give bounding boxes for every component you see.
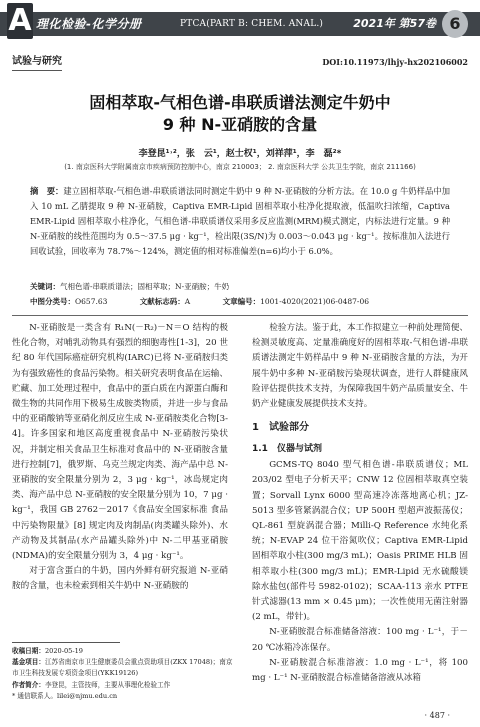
keywords xyxy=(30,281,450,293)
footnote-rule xyxy=(12,642,120,643)
year-volume: 2021年 第57卷 xyxy=(353,17,436,30)
issue-number: 6 xyxy=(442,10,468,38)
footnote xyxy=(12,646,234,702)
journal-logo-letter: A xyxy=(8,3,32,38)
classification-line xyxy=(30,296,450,308)
keywords-text: 气相色谱-串联质谱法；固相萃取；N-亚硝胺；牛奶 xyxy=(60,282,230,291)
abstract xyxy=(30,184,450,259)
author-list: 李登昆¹˒²，张 云¹，赵士权¹，刘祥萍¹，李 磊²* xyxy=(138,149,342,159)
affiliation: (1. 南京医科大学附属南京市疾病预防控制中心，南京 210003； 2. 南京医科大学 公共卫生学院，南京 211166) xyxy=(64,163,416,171)
abstract-text: 建立固相萃取-气相色谱-串联质谱法同时测定牛奶中 9 种 N-亚硝胺的分析方法。在 10.0 g 牛奶样品中加入 10 mL 乙腈提取 9 种 N-亚硝胺，Captiva EMR-Lipid 固相萃取小柱净化提取液，低温吹扫浓缩，Captiva EMR-Lipid 固相萃取小柱净化，气相色谱-串联质谱仪采用多反应监测(MRM)模式测定，内标法进行定量。9 种 N-亚硝胺的线性范围均为 0.5～37.5 μg · kg⁻¹，检出限(3S/N)为 0.003～0.043 μg · kg⁻¹。按标准加入法进行回收试验，回收率为 78.7%～124%，测定值的相对标准偏差(n=6)均小于 6.0%。 xyxy=(30,186,450,256)
page-number: · 487 · xyxy=(424,711,450,720)
keywords-label: 关键词： xyxy=(30,282,60,291)
author-bio: 作者简介：李登昆，主管技师，主要从事理化检验工作 xyxy=(12,680,171,689)
stock-solution-paragraph: N-亚硝胺混合标准储备溶液：100 mg · L⁻¹，于－20 ℃冰箱冷冻保存。 xyxy=(252,627,468,653)
clc-number: 中图分类号：O657.63 xyxy=(30,297,108,306)
corresponding-author: * 通信联系人。lilei@njmu.edu.cn xyxy=(12,691,118,700)
fund-project: 基金项目：江苏省南京市卫生健康委员会重点资助项目(ZKX 17048)；南京市卫生科技发展专项资金项目(YKK19126) xyxy=(12,658,233,678)
right-column xyxy=(252,321,468,686)
journal-name: 理化检验-化学分册 xyxy=(36,17,142,31)
abstract-label: 摘 要： xyxy=(30,186,64,196)
intro-paragraph-3: 检验方法。鉴于此，本工作拟建立一种前处理简便、检测灵敏度高、定量准确度好的固相萃取-气相色谱-串联质谱法测定牛奶样品中 9 种 N-亚硝胺含量的方法，为开展牛奶中多种 N-亚硝胺污染现状调查，进行人群健康风险评估提供技术支持，为保障我国牛奶产品质量安全、牛奶产业健康发展提供技术支持。 xyxy=(252,323,468,410)
intro-paragraph-1: N-亚硝胺是一类含有 R₁N(－R₂)－N＝O 结构的极性化合物，对哺乳动物具有强烈的细胞毒性[1-3]，20 世纪 80 年代国际癌症研究机构(IARC)已将 N-亚硝胺归类为有强致癌性的食品污染物。相关研究表明食品在运输、贮藏、加工处理过程中，食品中的蛋白质在内源蛋白酶和微生物的共同作用下极易生成胺类物质，并进一步与食品中的亚硝酸钠等亚硝化剂反应生成 N-亚硝胺类化合物[3-4]。许多国家和地区高度重视食品中 N-亚硝胺污染状况，并制定相关食品卫生标准对食品中的 N-亚硝胺含量进行控制[7]，俄罗斯、乌克兰规定肉类、海产品中总 N-亚硝胺的安全限量分别为 2，3 μg · kg⁻¹，冰岛规定肉类、海产品中总 N-亚硝胺的安全限量分别为 10，7 μg · kg⁻¹，我国 GB 2762－2017《食品安全国家标准 食品中污染物限量》[8] 规定肉及肉制品(肉类罐头除外)、水产动物及其制品(水产品罐头除外)中 N-二甲基亚硝胺(NDMA)的安全限量分别为 3，4 μg · kg⁻¹。 xyxy=(12,323,228,562)
journal-english-name: PTCA(PART B: CHEM. ANAL.) xyxy=(180,19,324,29)
subsection-heading-instruments: 1.1 仪器与试剂 xyxy=(252,444,322,455)
title-line-1: 固相萃取-气相色谱-串联质谱法测定牛奶中 xyxy=(89,93,391,112)
article-number: 文章编号：1001-4020(2021)06-0487-06 xyxy=(222,297,369,306)
mixed-standard-paragraph: N-亚硝胺混合标准溶液：1.0 mg · L⁻¹，将 100 mg · L⁻¹ N-亚硝胺混合标准储备溶液从冰箱 xyxy=(252,657,468,684)
intro-paragraph-2: 对于富含蛋白的牛奶，国内外鲜有研究报道 N-亚硝胺的含量，也未检索到相关牛奶中 N-亚硝胺的 xyxy=(12,566,228,592)
paper-title xyxy=(20,92,460,136)
divider-rule xyxy=(12,315,468,316)
received-date: 收稿日期：2020-05-19 xyxy=(12,647,83,655)
instruments-paragraph: GCMS-TQ 8040 型气相色谱-串联质谱仪；ML 203/02 型电子分析天平；CNW 12 位固相萃取真空装置；Sorvall Lynx 6000 型高速冷冻落地离心机；JZ-5013 型多管紧涡混合仪；UP 500H 型超声波振荡仪；QL-861 型旋涡混合器；Milli-Q Reference 水纯化系统；N-EVAP 24 位干浴氮吹仪；Captiva EMR-Lipid 固相萃取小柱(300 mg/3 mL)；Oasis PRIME HLB 固相萃取小柱(300 mg/3 mL)；EMR-Lipid 无水硫酸镁除水盐包(部件号 5982-0102)；SCAA-113 亲水 PTFE 针式滤器(13 mm × 0.45 μm)；一次性使用无菌注射器(2 mL，带针)。 xyxy=(252,460,468,623)
running-header xyxy=(0,0,480,44)
title-line-2: 9 种 N-亚硝胺的含量 xyxy=(162,115,318,134)
left-column xyxy=(12,321,228,595)
doi: DOI:10.11973/lhjy-hx202106002 xyxy=(322,57,468,67)
section-heading-experimental: 1 试验部分 xyxy=(252,422,309,434)
document-code: 文献标志码：A xyxy=(139,297,191,306)
section-tag: 试验与研究 xyxy=(12,55,62,71)
